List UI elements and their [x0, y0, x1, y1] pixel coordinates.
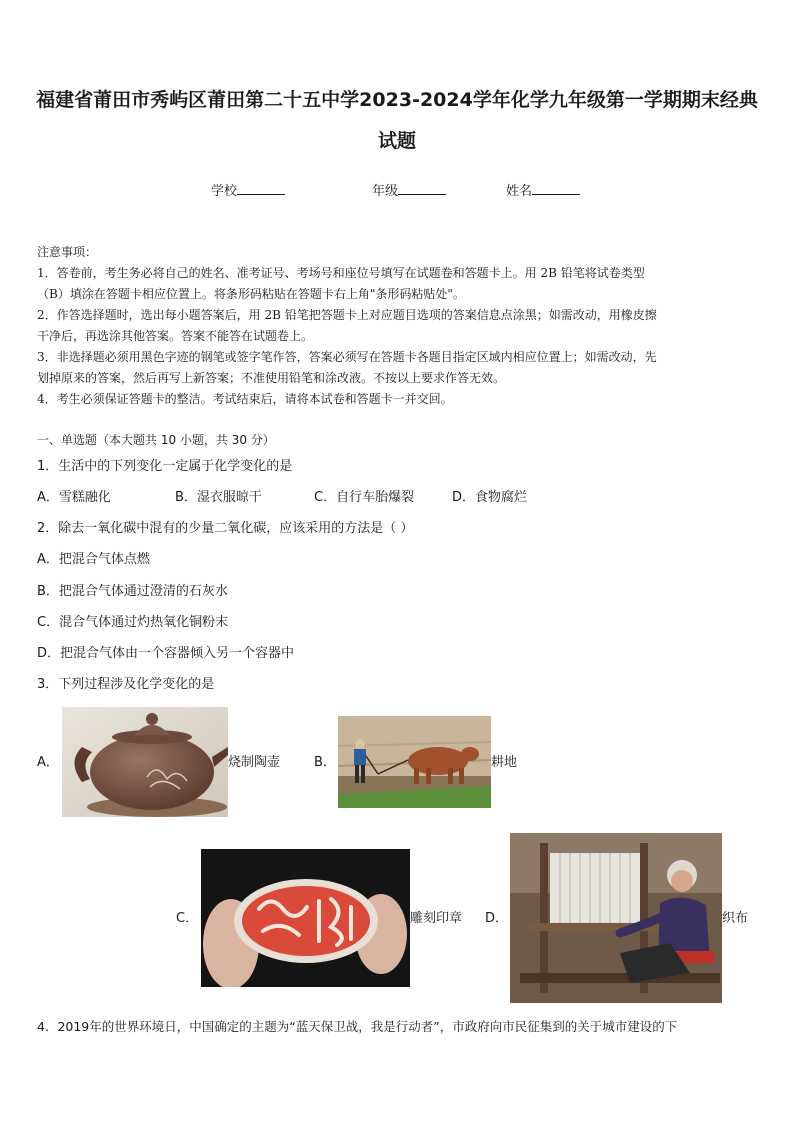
section-heading: 一、单选题（本大题共 10 小题，共 30 分）: [37, 433, 275, 447]
weaving-image: [510, 833, 722, 1003]
school-blank[interactable]: [237, 182, 285, 195]
name-label: 姓名: [506, 184, 533, 199]
school-field: [211, 180, 285, 199]
q3-option-c-text: 雕刻印章: [410, 911, 463, 926]
q1-option-b[interactable]: B．湿衣服晾干: [175, 490, 262, 505]
q2-option-a[interactable]: A．把混合气体点燃: [37, 552, 150, 567]
q3-option-a-letter[interactable]: A．: [37, 755, 59, 770]
q1-option-d[interactable]: D．食物腐烂: [452, 490, 528, 505]
notice-line: （B）填涂在答题卡相应位置上。将条形码粘贴在答题卡右上角"条形码粘贴处"。: [37, 287, 465, 301]
school-label: 学校: [211, 184, 238, 199]
grade-label: 年级: [372, 184, 399, 199]
q1-option-a[interactable]: A．雪糕融化: [37, 490, 111, 505]
teapot-image: [62, 707, 228, 817]
q3-option-c-letter[interactable]: C．: [176, 911, 199, 926]
q1-option-c[interactable]: C．自行车胎爆裂: [314, 490, 415, 505]
q2-option-d[interactable]: D．把混合气体由一个容器倾入另一个容器中: [37, 646, 295, 661]
notice-line: 2．作答选择题时，选出每小题答案后，用 2B 铅笔把答题卡上对应题目选项的答案信息点涂黑；如需改动，用橡皮擦: [37, 308, 657, 322]
name-blank[interactable]: [532, 182, 580, 195]
notice-line: 4．考生必须保证答题卡的整洁。考试结束后，请将本试卷和答题卡一并交回。: [37, 392, 453, 406]
notice-line: 干净后，再选涂其他答案。答案不能答在试题卷上。: [37, 329, 314, 343]
notice-heading: 注意事项：: [37, 245, 98, 259]
question-4-stem: 4．2019年的世界环境日，中国确定的主题为“蓝天保卫战，我是行动者”，市政府向市民征集到的关于城市建设的下: [37, 1019, 678, 1034]
q3-option-b-letter[interactable]: B．: [314, 755, 336, 770]
question-2-stem: 2．除去一氧化碳中混有的少量二氧化碳，应该采用的方法是（ ）: [37, 521, 414, 536]
name-field: [506, 180, 580, 199]
q3-option-d-letter[interactable]: D．: [485, 911, 509, 926]
exam-title-line2: 试题: [377, 130, 416, 152]
q3-option-b-text: 耕地: [491, 755, 518, 770]
grade-field: [372, 180, 446, 199]
seal-image: [201, 849, 410, 987]
notice-line: 1．答卷前，考生务必将自己的姓名、准考证号、考场号和座位号填写在试题卷和答题卡上。用 2B 铅笔将试卷类型: [37, 266, 645, 280]
q2-option-c[interactable]: C．混合气体通过灼热氧化铜粉末: [37, 615, 229, 630]
grade-blank[interactable]: [398, 182, 446, 195]
q2-option-b[interactable]: B．把混合气体通过澄清的石灰水: [37, 584, 228, 599]
exam-title-line1: 福建省莆田市秀屿区莆田第二十五中学2023-2024学年化学九年级第一学期期末经典: [36, 89, 758, 111]
notice-line: 划掉原来的答案，然后再写上新答案；不准使用铅笔和涂改液。不按以上要求作答无效。: [37, 371, 506, 385]
question-3-stem: 3．下列过程涉及化学变化的是: [37, 677, 215, 692]
notice-line: 3．非选择题必须用黑色字迹的钢笔或签字笔作答，答案必须写在答题卡各题目指定区域内相应位置上；如需改动，先: [37, 350, 657, 364]
question-1-stem: 1．生活中的下列变化一定属于化学变化的是: [37, 459, 293, 474]
q3-option-a-text: 烧制陶壶: [228, 755, 281, 770]
ox-plowing-image: [338, 716, 491, 808]
q3-option-d-text: 织布: [722, 911, 749, 926]
